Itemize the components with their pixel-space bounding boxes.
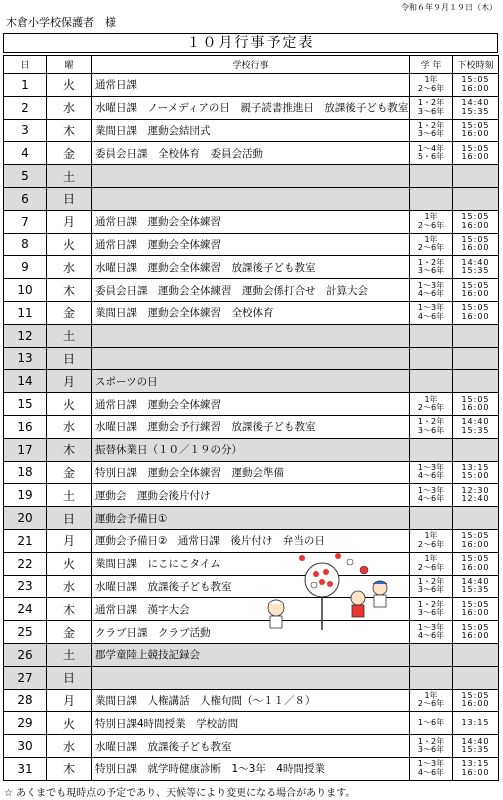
day-cell: 1 [4, 74, 47, 97]
dismissal-time: 15:35 [461, 585, 490, 595]
dismissal-time: 16:00 [461, 539, 490, 549]
event-cell [92, 666, 410, 689]
grade-cell [410, 757, 453, 780]
dismissal-time: 15:05 [461, 303, 490, 313]
event-cell: 郡学童陸上競技記録会 [92, 643, 410, 666]
weekday-cell: 日 [47, 347, 92, 370]
dismissal-time: 15:05 [461, 531, 490, 541]
event-cell: 水曜日課 運動会全体練習 放課後子ども教室 [92, 256, 410, 279]
event-cell: 委員会日課 運動会全体練習 運動会係打合せ 計算大会 [92, 279, 410, 302]
weekday-cell: 水 [47, 735, 92, 758]
dismissal-cell [453, 415, 499, 438]
grade-line: 3～6年 [417, 106, 445, 116]
dismissal-cell [453, 689, 499, 712]
dismissal-cell [453, 484, 499, 507]
dismissal-time: 14:40 [461, 257, 490, 267]
event-cell: 通常日課 運動会全体練習 [92, 210, 410, 233]
grade-line: 4～6年 [417, 289, 445, 299]
dismissal-time: 15:05 [461, 394, 490, 404]
day-cell: 8 [4, 233, 47, 256]
col-grade: 学 年 [410, 56, 453, 74]
dismissal-cell [453, 461, 499, 484]
day-cell: 2 [4, 96, 47, 119]
grade-cell [410, 256, 453, 279]
grade-line: 1～6年 [417, 717, 445, 727]
day-cell: 22 [4, 552, 47, 575]
sports-day-illustration [262, 552, 394, 632]
grade-cell [410, 74, 453, 97]
dismissal-cell [453, 598, 499, 621]
grade-line: 2～6年 [417, 83, 445, 93]
event-cell: クラブ日課 クラブ活動 [92, 621, 410, 644]
grade-cell [410, 484, 453, 507]
dismissal-time: 16:00 [461, 220, 490, 230]
grade-cell [410, 393, 453, 416]
event-cell [92, 165, 410, 188]
event-cell: 通常日課 [92, 74, 410, 97]
dismissal-time: 16:00 [461, 289, 490, 299]
table-row [4, 210, 499, 233]
grade-cell [410, 689, 453, 712]
grade-line: 1～3年 [417, 303, 445, 313]
weekday-cell: 日 [47, 187, 92, 210]
dismissal-time: 16:00 [461, 699, 490, 709]
weekday-cell: 火 [47, 552, 92, 575]
dismissal-time: 16:00 [461, 311, 490, 321]
dismissal-cell [453, 666, 499, 689]
table-row [4, 507, 499, 530]
grade-line: 2～6年 [417, 243, 445, 253]
grade-cell [410, 552, 453, 575]
dismissal-cell [453, 324, 499, 347]
grade-line: 3～6年 [417, 585, 445, 595]
dismissal-cell [453, 256, 499, 279]
page-title: １０月行事予定表 [3, 33, 498, 53]
event-cell: 業間日課 運動会結団式 [92, 119, 410, 142]
event-cell: 特別日課 就学時健康診断 1～3年 4時間授業 [92, 757, 410, 780]
table-row [4, 256, 499, 279]
day-cell: 10 [4, 279, 47, 302]
table-row [4, 621, 499, 644]
event-cell: 運動会予備日② 通常日課 後片付け 弁当の日 [92, 529, 410, 552]
table-row [4, 96, 499, 119]
table-row [4, 324, 499, 347]
day-cell: 27 [4, 666, 47, 689]
day-cell: 4 [4, 142, 47, 165]
dismissal-time: 16:00 [461, 608, 490, 618]
dismissal-time: 13:15 [461, 717, 490, 727]
table-row [4, 461, 499, 484]
weekday-cell: 月 [47, 210, 92, 233]
dismissal-time: 15:35 [461, 266, 490, 276]
grade-line: 2～6年 [417, 403, 445, 413]
day-cell: 12 [4, 324, 47, 347]
grade-cell [410, 165, 453, 188]
grade-line: 1年 [424, 212, 438, 222]
dismissal-cell [453, 233, 499, 256]
table-row [4, 347, 499, 370]
grade-line: 1・2年 [417, 576, 445, 586]
dismissal-cell [453, 712, 499, 735]
dismissal-time: 15:35 [461, 106, 490, 116]
dismissal-cell [453, 370, 499, 393]
dismissal-cell [453, 643, 499, 666]
weekday-cell: 木 [47, 279, 92, 302]
day-cell: 28 [4, 689, 47, 712]
grade-line: 1・2年 [417, 599, 445, 609]
footer-note: ☆ あくまでも現時点の予定であり、天候等により変更になる場合があります。 [4, 788, 356, 799]
weekday-cell: 水 [47, 415, 92, 438]
event-cell: 運動会 運動会後片付け [92, 484, 410, 507]
table-row [4, 438, 499, 461]
dismissal-cell [453, 621, 499, 644]
grade-line: 1年 [424, 394, 438, 404]
dismissal-cell [453, 438, 499, 461]
dismissal-time: 16:00 [461, 243, 490, 253]
event-cell: 通常日課 漢字大会 [92, 598, 410, 621]
weekday-cell: 金 [47, 301, 92, 324]
dismissal-time: 15:05 [461, 212, 490, 222]
grade-line: 2～6年 [417, 539, 445, 549]
table-row [4, 735, 499, 758]
dismissal-time: 13:15 [461, 462, 490, 472]
grade-cell [410, 666, 453, 689]
day-cell: 19 [4, 484, 47, 507]
dismissal-time: 15:05 [461, 120, 490, 130]
grade-cell [410, 461, 453, 484]
day-cell: 25 [4, 621, 47, 644]
event-cell [92, 187, 410, 210]
dismissal-time: 15:35 [461, 425, 490, 435]
weekday-cell: 火 [47, 233, 92, 256]
table-row [4, 142, 499, 165]
weekday-cell: 土 [47, 484, 92, 507]
dismissal-cell [453, 757, 499, 780]
event-cell: 運動会予備日① [92, 507, 410, 530]
weekday-cell: 火 [47, 393, 92, 416]
grade-line: 4～6年 [417, 311, 445, 321]
dismissal-time: 12:30 [461, 485, 490, 495]
weekday-cell: 月 [47, 370, 92, 393]
event-cell: 水曜日課 放課後子ども教室 [92, 575, 410, 598]
day-cell: 16 [4, 415, 47, 438]
day-cell: 23 [4, 575, 47, 598]
weekday-cell: 木 [47, 598, 92, 621]
dismissal-time: 14:40 [461, 417, 490, 427]
event-cell: 水曜日課 放課後子ども教室 [92, 735, 410, 758]
grade-cell [410, 507, 453, 530]
event-cell: 特別日課4時間授業 学校訪問 [92, 712, 410, 735]
dismissal-cell [453, 187, 499, 210]
grade-line: 1～3年 [417, 759, 445, 769]
table-row [4, 666, 499, 689]
grade-cell [410, 347, 453, 370]
weekday-cell: 木 [47, 757, 92, 780]
weekday-cell: 火 [47, 712, 92, 735]
addressee: 木倉小学校保護者 様 [6, 16, 116, 29]
table-row [4, 598, 499, 621]
grade-line: 1・2年 [417, 98, 445, 108]
dismissal-time: 16:00 [461, 83, 490, 93]
table-row [4, 74, 499, 97]
grade-line: 1～3年 [417, 622, 445, 632]
grade-cell [410, 210, 453, 233]
table-row [4, 393, 499, 416]
grade-line: 2～6年 [417, 699, 445, 709]
dismissal-cell [453, 119, 499, 142]
weekday-cell: 月 [47, 529, 92, 552]
table-row [4, 165, 499, 188]
event-cell: 振替休業日（１０／１９の分） [92, 438, 410, 461]
day-cell: 20 [4, 507, 47, 530]
table-row [4, 233, 499, 256]
dismissal-time: 15:00 [461, 471, 490, 481]
grade-line: 1年 [424, 554, 438, 564]
grade-line: 3～6年 [417, 129, 445, 139]
col-dismissal: 下校時刻 [453, 56, 499, 74]
day-cell: 3 [4, 119, 47, 142]
weekday-cell: 月 [47, 689, 92, 712]
dismissal-time: 14:40 [461, 576, 490, 586]
weekday-cell: 土 [47, 324, 92, 347]
grade-cell [410, 575, 453, 598]
grade-cell [410, 119, 453, 142]
weekday-cell: 木 [47, 438, 92, 461]
grade-line: 5・6年 [417, 152, 445, 162]
day-cell: 11 [4, 301, 47, 324]
table-row [4, 689, 499, 712]
weekday-cell: 火 [47, 74, 92, 97]
dismissal-time: 14:40 [461, 98, 490, 108]
dismissal-cell [453, 301, 499, 324]
table-row [4, 643, 499, 666]
event-cell [92, 347, 410, 370]
event-cell [92, 324, 410, 347]
table-row [4, 279, 499, 302]
day-cell: 29 [4, 712, 47, 735]
day-cell: 26 [4, 643, 47, 666]
day-cell: 21 [4, 529, 47, 552]
grade-line: 1・2年 [417, 736, 445, 746]
dismissal-cell [453, 393, 499, 416]
dismissal-time: 15:35 [461, 745, 490, 754]
table-row [4, 552, 499, 575]
day-cell: 6 [4, 187, 47, 210]
dismissal-time: 16:00 [461, 767, 490, 777]
grade-cell [410, 735, 453, 758]
dismissal-cell [453, 210, 499, 233]
dismissal-time: 15:05 [461, 75, 490, 85]
dismissal-cell [453, 529, 499, 552]
grade-line: 1～4年 [417, 143, 445, 153]
weekday-cell: 水 [47, 96, 92, 119]
grade-line: 3～6年 [417, 745, 445, 754]
weekday-cell: 金 [47, 142, 92, 165]
dismissal-time: 15:05 [461, 280, 490, 290]
grade-line: 4～6年 [417, 471, 445, 481]
event-cell: 特別日課 運動会全体練習 運動会準備 [92, 461, 410, 484]
dismissal-cell [453, 96, 499, 119]
weekday-cell: 金 [47, 461, 92, 484]
col-day: 日 [4, 56, 47, 74]
dismissal-time: 13:15 [461, 759, 490, 769]
grade-line: 1～3年 [417, 485, 445, 495]
table-row [4, 119, 499, 142]
dismissal-time: 14:40 [461, 736, 490, 746]
dismissal-cell [453, 142, 499, 165]
day-cell: 9 [4, 256, 47, 279]
day-cell: 14 [4, 370, 47, 393]
dismissal-time: 15:05 [461, 234, 490, 244]
grade-line: 1年 [424, 531, 438, 541]
table-row [4, 757, 499, 780]
dismissal-time: 12:40 [461, 494, 490, 504]
grade-line: 1年 [424, 690, 438, 700]
grade-line: 4～6年 [417, 494, 445, 504]
event-cell: 水曜日課 運動会予行練習 放課後子ども教室 [92, 415, 410, 438]
weekday-cell: 水 [47, 256, 92, 279]
grade-line: 1年 [424, 234, 438, 244]
dismissal-cell [453, 552, 499, 575]
table-row [4, 484, 499, 507]
day-cell: 30 [4, 735, 47, 758]
table-row [4, 301, 499, 324]
dismissal-cell [453, 165, 499, 188]
dismissal-time: 16:00 [461, 152, 490, 162]
grade-cell [410, 438, 453, 461]
event-cell: スポーツの日 [92, 370, 410, 393]
schedule-table [3, 55, 499, 781]
event-cell: 業間日課 人権講話 人権旬間（～１１／８） [92, 689, 410, 712]
table-row [4, 415, 499, 438]
event-cell: 通常日課 運動会全体練習 [92, 233, 410, 256]
grade-line: 1・2年 [417, 257, 445, 267]
grade-cell [410, 621, 453, 644]
grade-line: 1・2年 [417, 417, 445, 427]
weekday-cell: 日 [47, 507, 92, 530]
dismissal-time: 15:05 [461, 143, 490, 153]
grade-line: 1・2年 [417, 120, 445, 130]
grade-cell [410, 643, 453, 666]
grade-line: 2～6年 [417, 562, 445, 572]
dismissal-time: 15:05 [461, 599, 490, 609]
weekday-cell: 金 [47, 621, 92, 644]
event-cell: 委員会日課 全校体育 委員会活動 [92, 142, 410, 165]
grade-cell [410, 598, 453, 621]
day-cell: 5 [4, 165, 47, 188]
grade-cell [410, 279, 453, 302]
issue-date: 令和６年９月１９日（木） [401, 3, 497, 12]
day-cell: 7 [4, 210, 47, 233]
col-dow: 曜 [47, 56, 92, 74]
day-cell: 18 [4, 461, 47, 484]
table-row [4, 187, 499, 210]
grade-line: 4～6年 [417, 631, 445, 641]
grade-cell [410, 233, 453, 256]
grade-cell [410, 301, 453, 324]
table-header-row [4, 56, 499, 74]
grade-cell [410, 370, 453, 393]
dismissal-time: 16:00 [461, 631, 490, 641]
grade-line: 1年 [424, 75, 438, 85]
grade-cell [410, 187, 453, 210]
event-cell: 水曜日課 ノーメディアの日 親子読書推進日 放課後子ども教室 [92, 96, 410, 119]
dismissal-cell [453, 575, 499, 598]
grade-line: 3～6年 [417, 608, 445, 618]
weekday-cell: 土 [47, 165, 92, 188]
grade-line: 3～6年 [417, 266, 445, 276]
day-cell: 17 [4, 438, 47, 461]
grade-line: 4～6年 [417, 767, 445, 777]
dismissal-time: 16:00 [461, 562, 490, 572]
grade-cell [410, 96, 453, 119]
dismissal-cell [453, 74, 499, 97]
table-row [4, 575, 499, 598]
dismissal-cell [453, 735, 499, 758]
col-events: 学校行事 [92, 56, 410, 74]
day-cell: 15 [4, 393, 47, 416]
grade-line: 3～6年 [417, 425, 445, 435]
grade-line: 1～3年 [417, 280, 445, 290]
grade-line: 2～6年 [417, 220, 445, 230]
table-row [4, 370, 499, 393]
dismissal-cell [453, 279, 499, 302]
dismissal-time: 15:05 [461, 690, 490, 700]
dismissal-time: 16:00 [461, 129, 490, 139]
dismissal-cell [453, 347, 499, 370]
grade-line: 1～3年 [417, 462, 445, 472]
dismissal-time: 15:05 [461, 554, 490, 564]
weekday-cell: 木 [47, 119, 92, 142]
event-cell: 通常日課 運動会全体練習 [92, 393, 410, 416]
grade-cell [410, 142, 453, 165]
table-row [4, 529, 499, 552]
grade-cell [410, 529, 453, 552]
grade-cell [410, 415, 453, 438]
event-cell: 業間日課 にこにこタイム [92, 552, 410, 575]
day-cell: 31 [4, 757, 47, 780]
dismissal-time: 16:00 [461, 403, 490, 413]
dismissal-time: 15:05 [461, 622, 490, 632]
day-cell: 24 [4, 598, 47, 621]
grade-cell [410, 712, 453, 735]
weekday-cell: 日 [47, 666, 92, 689]
table-row [4, 712, 499, 735]
weekday-cell: 水 [47, 575, 92, 598]
weekday-cell: 土 [47, 643, 92, 666]
day-cell: 13 [4, 347, 47, 370]
grade-cell [410, 324, 453, 347]
event-cell: 業間日課 運動会全体練習 全校体育 [92, 301, 410, 324]
dismissal-cell [453, 507, 499, 530]
